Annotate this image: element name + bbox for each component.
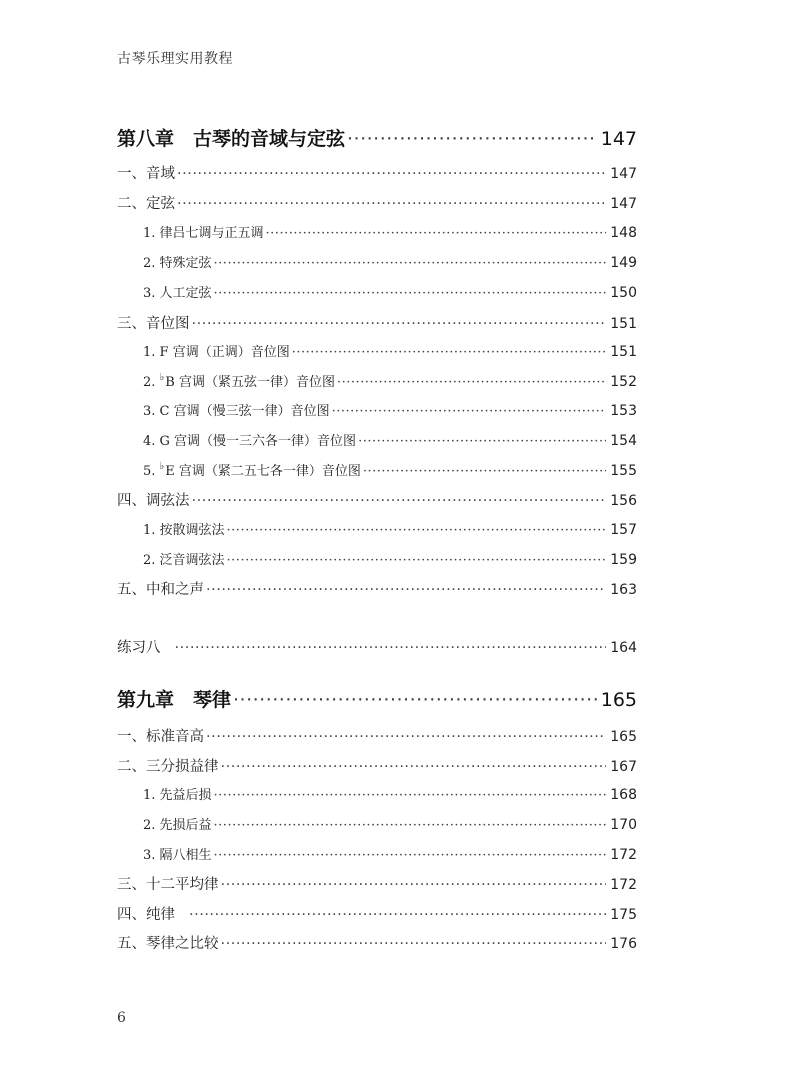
toc-subsection-entry[interactable] <box>117 430 637 449</box>
toc-entry-label: 1. 律吕七调与正五调 <box>143 226 264 241</box>
toc-entry-label: 3. 隔八相生 <box>143 848 212 863</box>
toc-chapter-8[interactable] <box>117 124 637 151</box>
toc-page-number: 147 <box>610 166 637 182</box>
dot-leader <box>177 196 606 212</box>
toc-section-entry[interactable] <box>117 192 637 213</box>
dot-leader <box>358 434 606 449</box>
dot-leader <box>206 729 606 745</box>
toc-page-number: 151 <box>610 344 637 360</box>
toc-entry-label <box>117 371 337 390</box>
toc-page-number: 147 <box>610 196 637 212</box>
toc-entry-number: 2. <box>143 375 160 390</box>
toc-page-number: 172 <box>610 877 637 893</box>
dot-leader <box>214 848 607 863</box>
dot-leader <box>227 523 607 538</box>
toc-entry-number: 5. <box>143 464 160 479</box>
dot-leader <box>214 788 607 803</box>
dot-leader <box>292 345 607 360</box>
toc-section-entry[interactable] <box>117 932 637 953</box>
toc-page-number: 155 <box>610 463 637 479</box>
dot-leader <box>175 640 607 656</box>
dot-leader <box>347 128 597 150</box>
toc-section-entry[interactable] <box>117 312 637 333</box>
toc-section-entry[interactable] <box>117 903 637 924</box>
toc-page-number: 176 <box>610 936 637 952</box>
toc-entry-label: 1. 先益后损 <box>143 788 212 803</box>
dot-leader <box>266 226 607 241</box>
dot-leader <box>192 316 607 332</box>
toc-entry-label: 五、中和之声 <box>117 582 204 598</box>
toc-entry-label: 2. 先损后益 <box>143 818 212 833</box>
toc-subsection-entry[interactable] <box>117 341 637 360</box>
dot-leader <box>214 286 607 301</box>
toc-entry-label: 1. F 宫调（正调）音位图 <box>143 345 290 360</box>
dot-leader <box>177 166 606 182</box>
toc-page-number: 148 <box>610 225 637 241</box>
toc-entry-text: B 宫调（紧五弦一律）音位图 <box>165 375 335 390</box>
toc-subsection-entry[interactable] <box>117 549 637 568</box>
toc-entry-label: 第八章 古琴的音域与定弦 <box>117 128 346 150</box>
toc-page-number: 165 <box>600 689 637 711</box>
toc-subsection-entry[interactable] <box>117 252 637 271</box>
toc-section-entry[interactable] <box>117 578 637 599</box>
toc-entry-label: 1. 按散调弦法 <box>143 523 225 538</box>
toc-entry-label: 3. 人工定弦 <box>143 286 212 301</box>
dot-leader <box>221 877 607 893</box>
toc-entry-text: E 宫调（紧二五七各一律）音位图 <box>165 464 361 479</box>
toc-subsection-entry[interactable] <box>117 371 637 390</box>
toc-entry-label: 一、音域 <box>117 166 175 182</box>
toc-entry-label: 第九章 琴律 <box>117 689 232 711</box>
toc-page-number: 175 <box>610 907 637 923</box>
toc-subsection-entry[interactable] <box>117 844 637 863</box>
toc-section-entry[interactable] <box>117 755 637 776</box>
toc-entry-label: 练习八 <box>117 640 161 656</box>
toc-entry-label: 二、三分损益律 <box>117 759 219 775</box>
toc-exercise-entry[interactable] <box>117 636 637 657</box>
flat-sign: ♭ <box>159 372 165 383</box>
toc-entry-label: 4. G 宫调（慢一三六各一律）音位图 <box>143 434 357 449</box>
toc-page-number: 150 <box>610 285 637 301</box>
toc-entry-label: 五、琴律之比较 <box>117 936 219 952</box>
dot-leader <box>214 818 607 833</box>
toc-subsection-entry[interactable] <box>117 282 637 301</box>
toc-page-number: 147 <box>600 128 637 150</box>
dot-leader <box>227 553 607 568</box>
toc-page-number: 170 <box>610 817 637 833</box>
toc-page-number: 151 <box>610 316 637 332</box>
dot-leader <box>233 689 597 711</box>
toc-entry-label: 2. 泛音调弦法 <box>143 553 225 568</box>
dot-leader <box>214 256 607 271</box>
toc-page-number: 159 <box>610 552 637 568</box>
dot-leader <box>206 582 606 598</box>
toc-page-number: 163 <box>610 582 637 598</box>
toc-page-number: 157 <box>610 522 637 538</box>
toc-page-number: 149 <box>610 255 637 271</box>
toc-entry-label: 四、调弦法 <box>117 493 190 509</box>
dot-leader <box>363 464 606 479</box>
dot-leader <box>192 493 607 509</box>
toc-chapter-9[interactable] <box>117 685 637 712</box>
dot-leader <box>189 907 606 923</box>
toc-entry-label: 四、纯律 <box>117 907 175 923</box>
toc-entry-label: 三、音位图 <box>117 316 190 332</box>
toc-subsection-entry[interactable] <box>117 519 637 538</box>
dot-leader <box>221 936 607 952</box>
dot-leader <box>332 404 607 419</box>
toc-page-number: 172 <box>610 847 637 863</box>
toc-page-number: 152 <box>610 374 637 390</box>
page-number-footer: 6 <box>117 1010 126 1026</box>
toc-page-number: 153 <box>610 403 637 419</box>
toc-subsection-entry[interactable] <box>117 400 637 419</box>
toc-page-number: 165 <box>610 729 637 745</box>
toc-entry-label: 3. C 宫调（慢三弦一律）音位图 <box>143 404 330 419</box>
toc-entry-label <box>117 460 363 479</box>
toc-subsection-entry[interactable] <box>117 222 637 241</box>
toc-section-entry[interactable] <box>117 489 637 510</box>
toc-subsection-entry[interactable] <box>117 460 637 479</box>
toc-entry-label: 二、定弦 <box>117 196 175 212</box>
toc-section-entry[interactable] <box>117 162 637 183</box>
running-header: 古琴乐理实用教程 <box>117 51 233 67</box>
toc-page-number: 156 <box>610 493 637 509</box>
toc-section-entry[interactable] <box>117 725 637 746</box>
toc-page-number: 154 <box>610 433 637 449</box>
toc-entry-label: 三、十二平均律 <box>117 877 219 893</box>
toc-entry-label: 一、标准音高 <box>117 729 204 745</box>
toc-subsection-entry[interactable] <box>117 784 637 803</box>
dot-leader <box>337 375 606 390</box>
toc-entry-label: 2. 特殊定弦 <box>143 256 212 271</box>
dot-leader <box>221 759 607 775</box>
toc-page-number: 167 <box>610 759 637 775</box>
toc-section-entry[interactable] <box>117 873 637 894</box>
toc-page-number: 164 <box>610 640 637 656</box>
toc-page-number: 168 <box>610 787 637 803</box>
flat-sign: ♭ <box>159 461 165 472</box>
toc-subsection-entry[interactable] <box>117 814 637 833</box>
